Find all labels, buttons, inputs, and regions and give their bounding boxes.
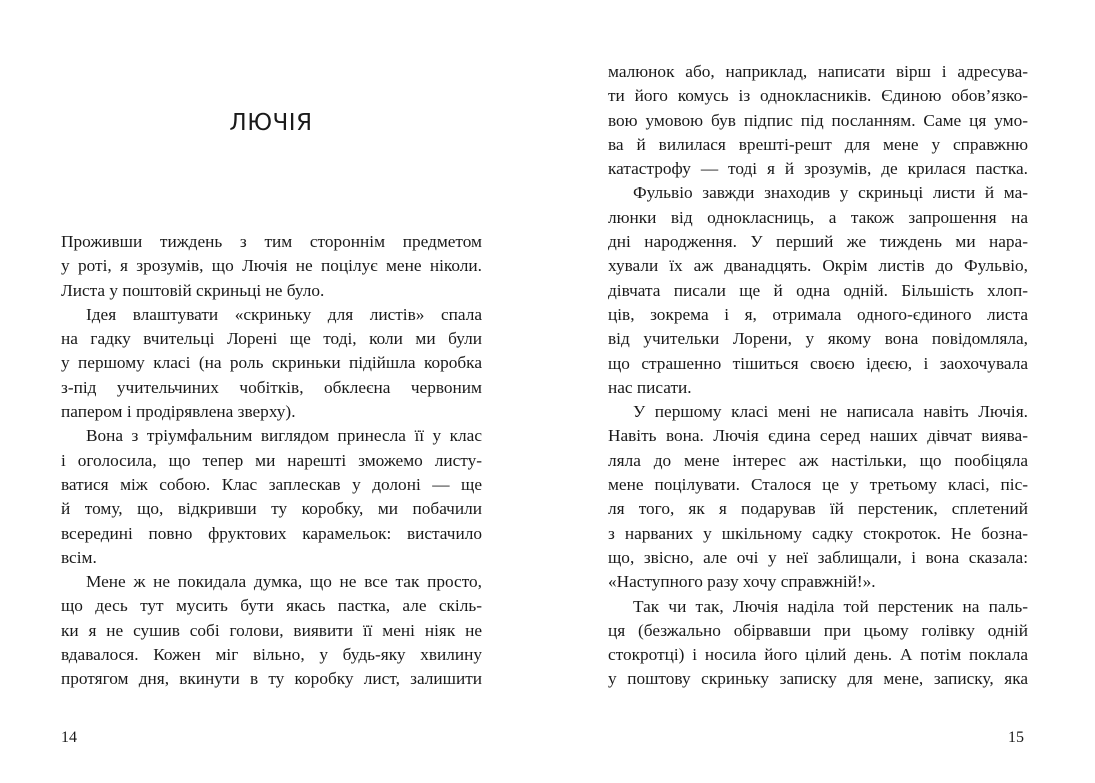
page-number-left: 14 xyxy=(61,729,77,746)
text-line: стокротці) і носила його цілий день. А потім поклала xyxy=(608,645,1028,665)
text-line: малюнок або, наприклад, написати вірш і адресува- xyxy=(608,62,1028,81)
text-line: ля того, як я подарував їй перстеник, сплетений xyxy=(608,499,1028,519)
text-line: з-під учительчиних чобітків, обклеєна червоним xyxy=(61,377,482,397)
text-line: ва й вилилася врешті-решт для мене у справжню xyxy=(608,134,1028,154)
text-line: мене поцілувати. Сталося це у третьому класі, піс- xyxy=(608,475,1028,495)
left-page xyxy=(0,0,547,783)
text-line: «Наступного разу хочу справжній!». xyxy=(608,572,876,592)
text-line: У першому класі мені не написала навіть Лючія. xyxy=(633,402,1028,422)
text-line: на гадку вчительці Лорені ще тоді, коли ми були xyxy=(61,329,482,349)
right-page-text xyxy=(608,60,1028,692)
text-line: Ідея влаштувати «скриньку для листів» спала xyxy=(86,304,482,324)
text-line: у поштову скриньку записку для мене, записку, яка xyxy=(608,669,1028,689)
text-line: від учительки Лорени, у якому вона повідомляла, xyxy=(608,329,1028,349)
text-line: у роті, я зрозумів, що Лючія не поцілує мене ніколи. xyxy=(61,256,482,276)
text-line: Вона з тріумфальним виглядом принесла її у клас xyxy=(86,426,482,446)
text-line: люнки від однокласниць, а також запрошення на xyxy=(608,207,1028,227)
text-line: Навіть вона. Лючія єдина серед наших дівчат виява- xyxy=(608,426,1028,446)
text-line: ляла до мене інтерес аж настільки, що пообіцяла xyxy=(608,450,1028,470)
page-number-right: 15 xyxy=(1008,729,1024,746)
text-line: Мене ж не покидала думка, що не все так просто, xyxy=(86,572,482,592)
text-line: й тому, що, відкривши ту коробку, ми побачили xyxy=(61,499,482,519)
text-line: Проживши тиждень з тим стороннім предметом xyxy=(61,232,482,251)
text-line: нас писати. xyxy=(608,377,692,397)
text-line: Фульвіо завжди знаходив у скриньці листи й ма- xyxy=(633,183,1028,203)
chapter-title: ЛЮЧІЯ xyxy=(229,110,313,136)
text-line: ти його комусь із однокласників. Єдиною обов’язко- xyxy=(608,86,1028,106)
left-page-text xyxy=(61,230,482,692)
text-line: ця (безжально обірвавши при цьому голівку одній xyxy=(608,620,1028,640)
text-line: ватися між собою. Клас заплескав у долоні — ще xyxy=(61,474,482,494)
text-line: і оголосила, що тепер ми нарешті зможемо листу- xyxy=(61,450,482,470)
text-line: всім. xyxy=(61,547,97,567)
text-line: ців, зокрема і я, отримала одного-єдиного листа xyxy=(608,304,1028,324)
text-line: дні народження. У перший же тиждень ми нара- xyxy=(608,232,1028,252)
text-line: дівчата писали ще й одна одній. Більшість хлоп- xyxy=(608,280,1028,300)
text-line: катастрофу — тоді я й зрозумів, де крилася пастка. xyxy=(608,159,1028,179)
right-page xyxy=(547,0,1095,783)
text-line: що десь тут мусить бути якась пастка, але скіль- xyxy=(61,596,482,616)
text-line: вдавалося. Кожен міг вільно, у будь-яку хвилину xyxy=(61,645,482,665)
text-line: з нарваних у шкільному садку стокроток. Не бозна- xyxy=(608,523,1028,543)
text-line: що страшенно тішиться своєю ідеєю, і заохочувала xyxy=(608,353,1028,373)
text-line: вою умовою був підпис під посланням. Саме ця умо- xyxy=(608,110,1028,130)
text-line: ки я не сушив собі голови, виявити її мені ніяк не xyxy=(61,620,482,640)
text-line: у першому класі (на роль скриньки підійшла коробка xyxy=(61,353,482,373)
text-line: хували їх аж дванадцять. Окрім листів до Фульвіо, xyxy=(608,256,1028,276)
text-line: Листа у поштовій скриньці не було. xyxy=(61,280,325,300)
text-line: папером і продірявлена зверху). xyxy=(61,402,296,422)
text-line: протягом дня, вкинути в ту коробку лист, залишити xyxy=(61,669,482,689)
text-line: всередині повно фруктових карамельок: вистачило xyxy=(61,523,482,543)
text-line: Так чи так, Лючія наділа той перстеник на паль- xyxy=(633,596,1028,616)
text-line: що, звісно, але очі у неї заблищали, і вона сказала: xyxy=(608,547,1028,567)
